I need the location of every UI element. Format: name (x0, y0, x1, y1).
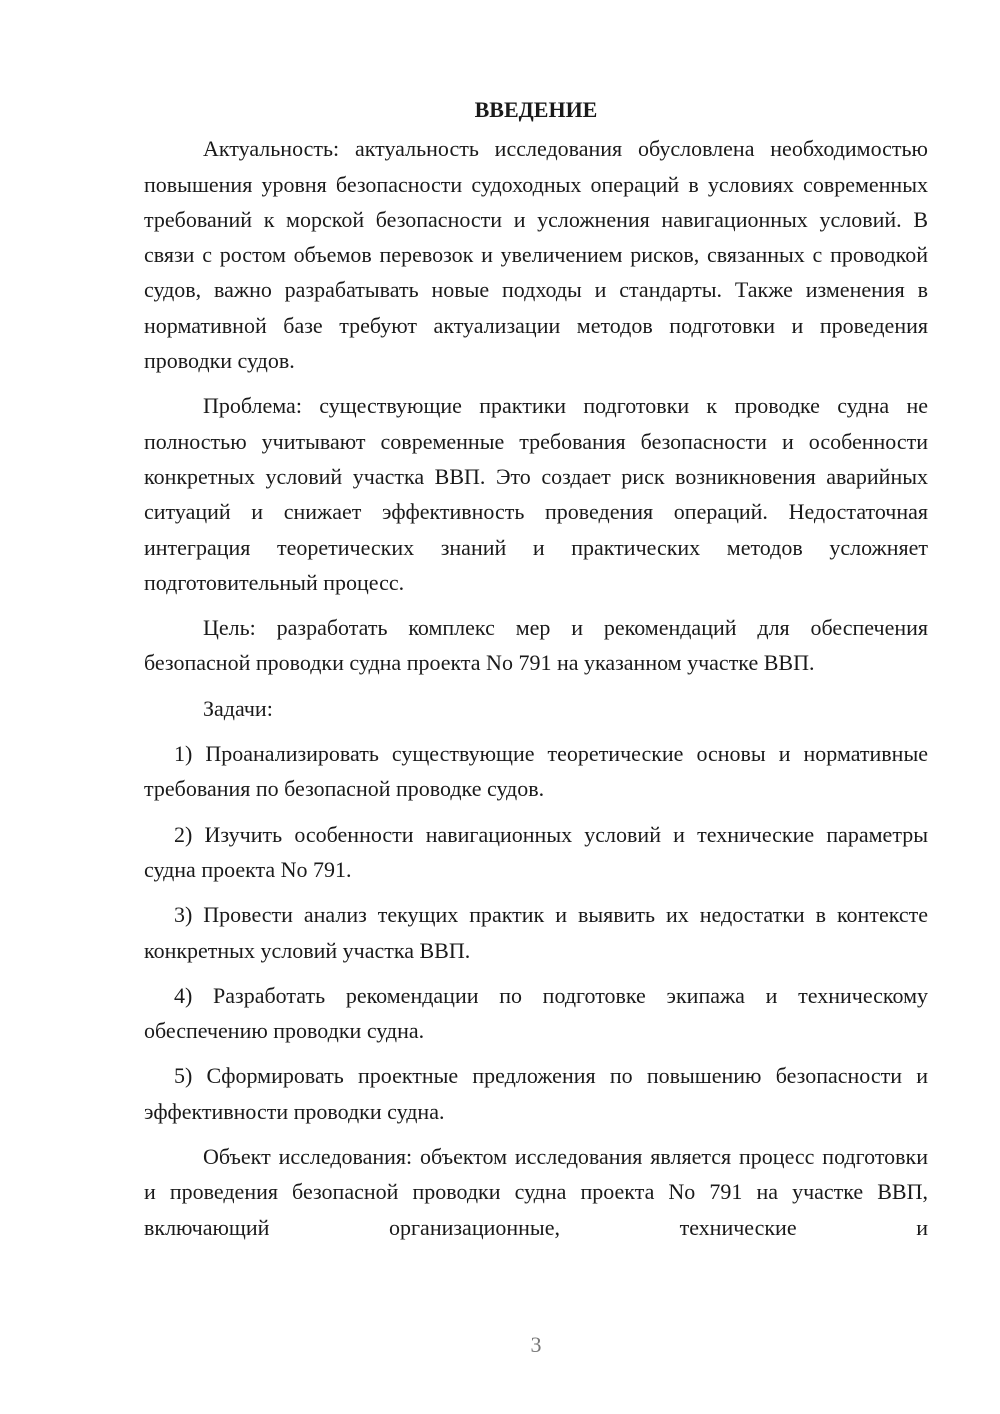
task-item-3: 3) Провести анализ текущих практик и выявить их недостатки в контексте конкретных условий участка ВВП. (144, 902, 928, 963)
task-item-1: 1) Проанализировать существующие теоретические основы и нормативные требования по безопасной проводке судов. (144, 741, 928, 802)
page-title: ВВЕДЕНИЕ (474, 97, 598, 122)
page-content (144, 92, 928, 1245)
page-number: 3 (530, 1332, 542, 1357)
relevance-paragraph: Актуальность: актуальность исследования обусловлена необходимостью повышения уровня безопасности судоходных операций в условиях современных требований к морской безопасности и усложнения навигационных условий. В связи с ростом объемов перевозок и увеличением рисков, связанных с проводкой судов, важно разрабатывать новые подходы и стандарты. Также изменения в нормативной базе требуют актуализации методов подготовки и проведения проводки судов. (144, 136, 928, 374)
object-paragraph: Объект исследования: объектом исследования является процесс подготовки и проведения безопасной проводки судна проекта No 791 на участке ВВП, включающий организационные, технические и (144, 1144, 928, 1240)
task-item-4: 4) Разработать рекомендации по подготовке экипажа и техническому обеспечению проводки судна. (144, 982, 928, 1044)
goal-paragraph: Цель: разработать комплекс мер и рекомендаций для обеспечения безопасной проводки судна проекта No 791 на указанном участке ВВП. (144, 615, 928, 676)
problem-paragraph: Проблема: существующие практики подготовки к проводке судна не полностью учитывают современные требования безопасности и особенности конкретных условий участка ВВП. Это создает риск возникновения аварийных ситуаций и снижает эффективность проведения операций. Недостаточная интеграция теоретических знаний и практических методов усложняет подготовительный процесс. (144, 393, 928, 595)
tasks-label: Задачи: (203, 695, 273, 721)
task-item-2: 2) Изучить особенности навигационных условий и технические параметры судна проекта No 791. (144, 821, 928, 882)
task-item-5: 5) Сформировать проектные предложения по повышению безопасности и эффективности проводки судна. (144, 1063, 928, 1124)
